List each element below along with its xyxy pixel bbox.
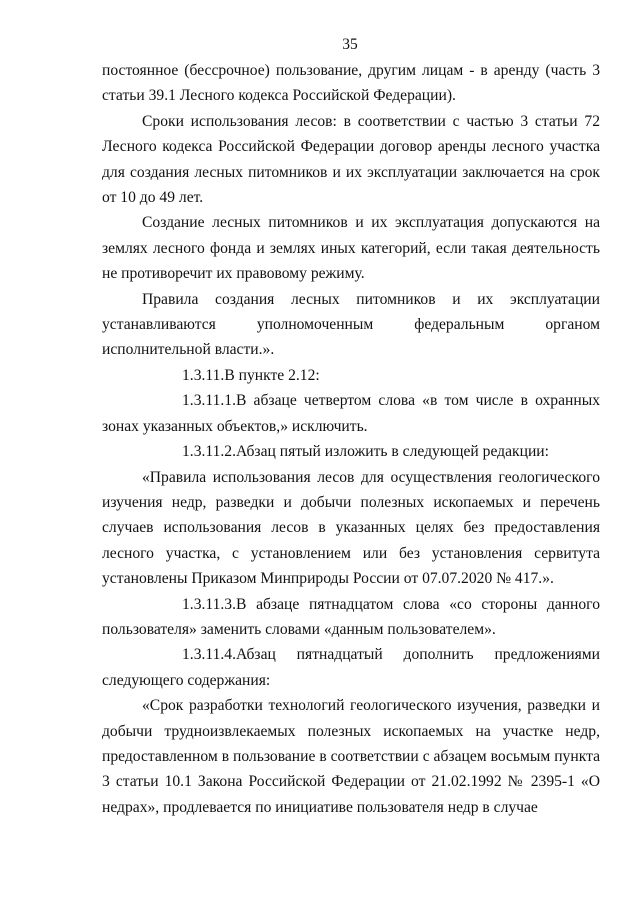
item-text: Абзац пятый изложить в следующей редакции: (236, 443, 549, 461)
item-number: 1.3.11.3. (182, 595, 236, 613)
item-1-3-11-4 (102, 642, 600, 693)
item-number: 1.3.11.2. (182, 443, 236, 461)
item-number: 1.3.11.4. (182, 646, 236, 664)
paragraph-creation: Создание лесных питомников и их эксплуатация допускаются на землях лесного фонда и землях иных категорий, если такая деятельность не противоречит их правовому режиму. (102, 214, 600, 283)
item-text: Абзац пятнадцатый дополнить предложениями следующего содержания: (102, 646, 600, 689)
item-text: В абзаце пятнадцатом слова «со стороны данного пользователя» заменить словами «данным пользователем». (102, 595, 600, 638)
item-1-3-11-2 (102, 439, 600, 464)
paragraph-quoted-term: «Срок разработки технологий геологического изучения, разведки и добычи трудноизвлекаемых полезных ископаемых на участке недр, предоставленном в пользование в соответствии с абзацем восьмым пункта 3 статьи 10.1 Закона Российской Федерации от 21.02.1992 № 2395-1 «О недрах», продлевается по инициативе пользователя недр в случае (102, 697, 600, 816)
item-text: В пункте 2.12: (224, 366, 320, 384)
paragraph-quoted-rules: «Правила использования лесов для осуществления геологического изучения недр, разведки и добычи полезных ископаемых и перечень случаев использования лесов в указанных целях без предоставления лесного участка, с установлением или без установления сервитута установлены Приказом Минприроды России от 07.07.2020 № 417.». (102, 468, 600, 588)
paragraph-terms: Сроки использования лесов: в соответствии с частью 3 статьи 72 Лесного кодекса Российской Федерации договор аренды лесного участка для создания лесных питомников и их эксплуатации заключается на срок от 10 до 49 лет. (102, 112, 600, 207)
item-text: В абзаце четвертом слова «в том числе в охранных зонах указанных объектов,» исключить. (102, 392, 600, 435)
item-1-3-11-1 (102, 388, 600, 439)
paragraph-continuation: постоянное (бессрочное) пользование, другим лицам - в аренду (часть 3 статьи 39.1 Лесного кодекса Российской Федерации). (102, 62, 600, 105)
paragraph-rules: Правила создания лесных питомников и их эксплуатации устанавливаются уполномоченным федеральным органом исполнительной власти.». (102, 290, 600, 359)
item-number: 1.3.11.1. (182, 392, 236, 410)
page-number: 35 (342, 36, 358, 53)
item-1-3-11 (102, 363, 600, 388)
item-1-3-11-3 (102, 592, 600, 643)
item-number: 1.3.11. (182, 366, 225, 384)
document-body (102, 58, 600, 820)
